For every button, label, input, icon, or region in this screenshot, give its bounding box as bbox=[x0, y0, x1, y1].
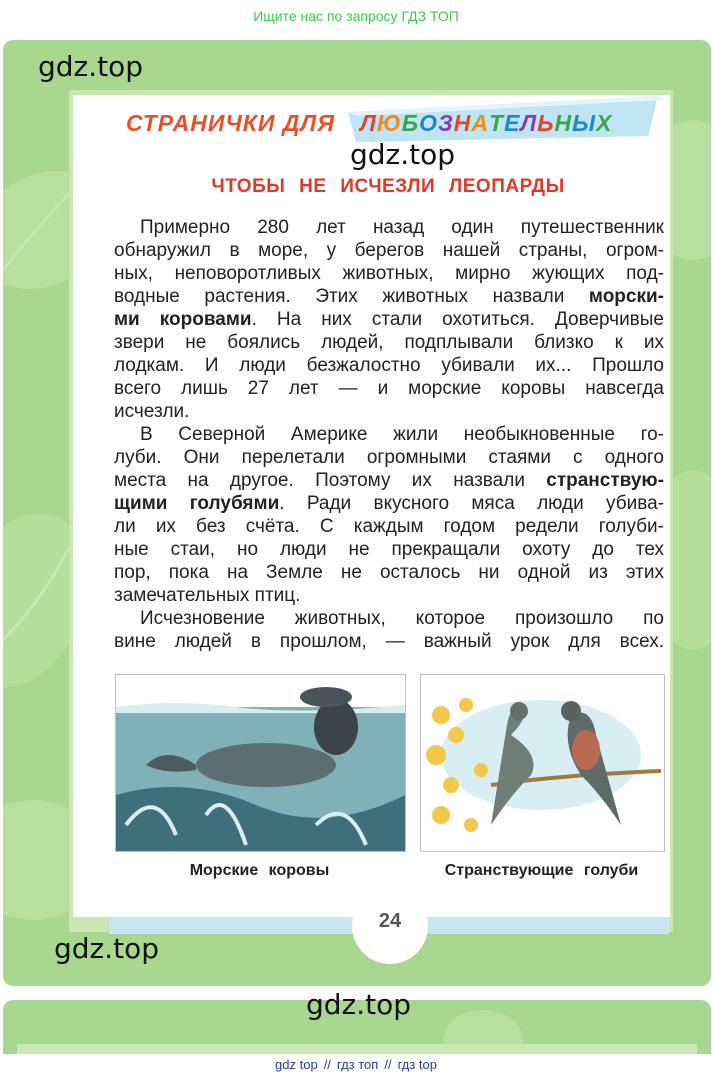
text-run: ные стаи, но люди не прекращали охоту до тех bbox=[114, 539, 664, 560]
article-line bbox=[114, 354, 664, 377]
article-title: ЧТОБЫ НЕ ИСЧЕЗЛИ ЛЕОПАРДЫ bbox=[211, 176, 565, 197]
article-line bbox=[114, 446, 664, 469]
sea-cow-1 bbox=[196, 743, 336, 787]
header-letter: Л bbox=[520, 110, 538, 136]
article-line bbox=[114, 584, 664, 607]
page-number: 24 bbox=[378, 910, 402, 932]
text-run: места на другое. Поэтому их назвали bbox=[114, 470, 547, 491]
text-run: . На них стали охотиться. Доверчивые bbox=[251, 309, 664, 330]
header-letter: А bbox=[471, 110, 489, 136]
article-line bbox=[114, 561, 664, 584]
pigeons-photo bbox=[420, 674, 665, 852]
article-line bbox=[114, 400, 664, 423]
article-line bbox=[114, 630, 664, 653]
header-letter: Ь bbox=[537, 110, 555, 136]
text-run: . Ради вкусного мяса люди убива- bbox=[279, 493, 665, 514]
text-run: ных, неповоротливых животных, мирно жующих под- bbox=[114, 263, 664, 284]
article-line bbox=[114, 423, 664, 446]
article-line bbox=[114, 331, 664, 354]
bottom-link[interactable]: гдз top bbox=[397, 1057, 437, 1072]
link-separator: // bbox=[384, 1057, 392, 1072]
article-line bbox=[114, 492, 664, 515]
watermark: gdz.top bbox=[350, 138, 456, 171]
text-run: В Северной Америке жили необыкновенные го- bbox=[140, 424, 664, 445]
article-line bbox=[114, 262, 664, 285]
caption-sea-cows: Морские коровы bbox=[189, 862, 330, 879]
article-line bbox=[114, 538, 664, 561]
header-title-part2 bbox=[360, 110, 612, 137]
text-run: Исчезновение животных, которое произошло по bbox=[140, 608, 664, 629]
text-run: Примерно 280 лет назад один путешественник bbox=[140, 217, 664, 238]
header-title-part1: СТРАНИЧКИ ДЛЯ bbox=[126, 110, 335, 136]
bold-term: ми коровами bbox=[114, 309, 252, 330]
text-run: звери не боялись людей, подплывали близко к их bbox=[114, 332, 664, 353]
header-letter: Л bbox=[360, 110, 377, 136]
bold-term: щими голубями bbox=[114, 493, 280, 514]
header-letter: Ю bbox=[376, 110, 402, 136]
text-run: всего лишь 27 лет — и морские коровы навсегда bbox=[114, 378, 664, 399]
text-run: замечательных птиц. bbox=[114, 585, 301, 606]
article-line bbox=[114, 377, 664, 400]
text-run: лодкам. И люди безжалостно убивали их... Прошло bbox=[114, 355, 664, 376]
article-line bbox=[114, 308, 664, 331]
header-letter: Х bbox=[596, 110, 613, 136]
text-run: вине людей в прошлом, — важный урок для всех. bbox=[114, 631, 664, 652]
article-line bbox=[114, 239, 664, 262]
article-line bbox=[114, 469, 664, 492]
text-run: пор, пока на Земле не осталось ни одной из этих bbox=[114, 562, 664, 583]
article-line bbox=[114, 216, 664, 239]
bottom-link[interactable]: gdz top bbox=[275, 1057, 318, 1072]
watermark: gdz.top bbox=[38, 50, 144, 83]
header-letter: Б bbox=[401, 110, 420, 136]
header-letter: Е bbox=[504, 110, 521, 136]
article-line bbox=[114, 515, 664, 538]
watermark: gdz.top bbox=[306, 988, 412, 1021]
header-letter: Ы bbox=[572, 110, 597, 136]
watermark: gdz.top bbox=[54, 932, 160, 965]
bottom-link[interactable]: гдз топ bbox=[336, 1057, 379, 1072]
header-letter: Н bbox=[453, 110, 472, 136]
bold-term: странствую- bbox=[546, 470, 664, 491]
text-run: обнаружил в море, у берегов нашей страны, огром- bbox=[114, 240, 664, 261]
bottom-links bbox=[0, 1054, 712, 1082]
link-separator: // bbox=[323, 1057, 331, 1072]
section-header bbox=[126, 110, 666, 140]
sea-cows-photo bbox=[115, 674, 406, 852]
header-letter: О bbox=[419, 110, 438, 136]
text-run: ли их без счёта. С каждым годом редели голуби- bbox=[114, 516, 664, 537]
header-letter: Т bbox=[489, 110, 505, 136]
article-line bbox=[114, 607, 664, 630]
text-run: луби. Они перелетали огромными стаями с одного bbox=[114, 447, 664, 468]
text-run: исчезли. bbox=[114, 401, 190, 422]
top-banner[interactable]: Ищите нас по запросу ГДЗ ТОП bbox=[0, 0, 712, 34]
bold-term: морски- bbox=[588, 286, 664, 307]
article-line bbox=[114, 285, 664, 308]
caption-pigeons: Странствующие голуби bbox=[444, 862, 639, 879]
header-letter: З bbox=[437, 110, 454, 136]
article-body bbox=[114, 216, 664, 653]
header-letter: Н bbox=[554, 110, 573, 136]
sea-cow-2 bbox=[314, 699, 358, 755]
text-run: водные растения. Этих животных назвали bbox=[114, 286, 589, 307]
